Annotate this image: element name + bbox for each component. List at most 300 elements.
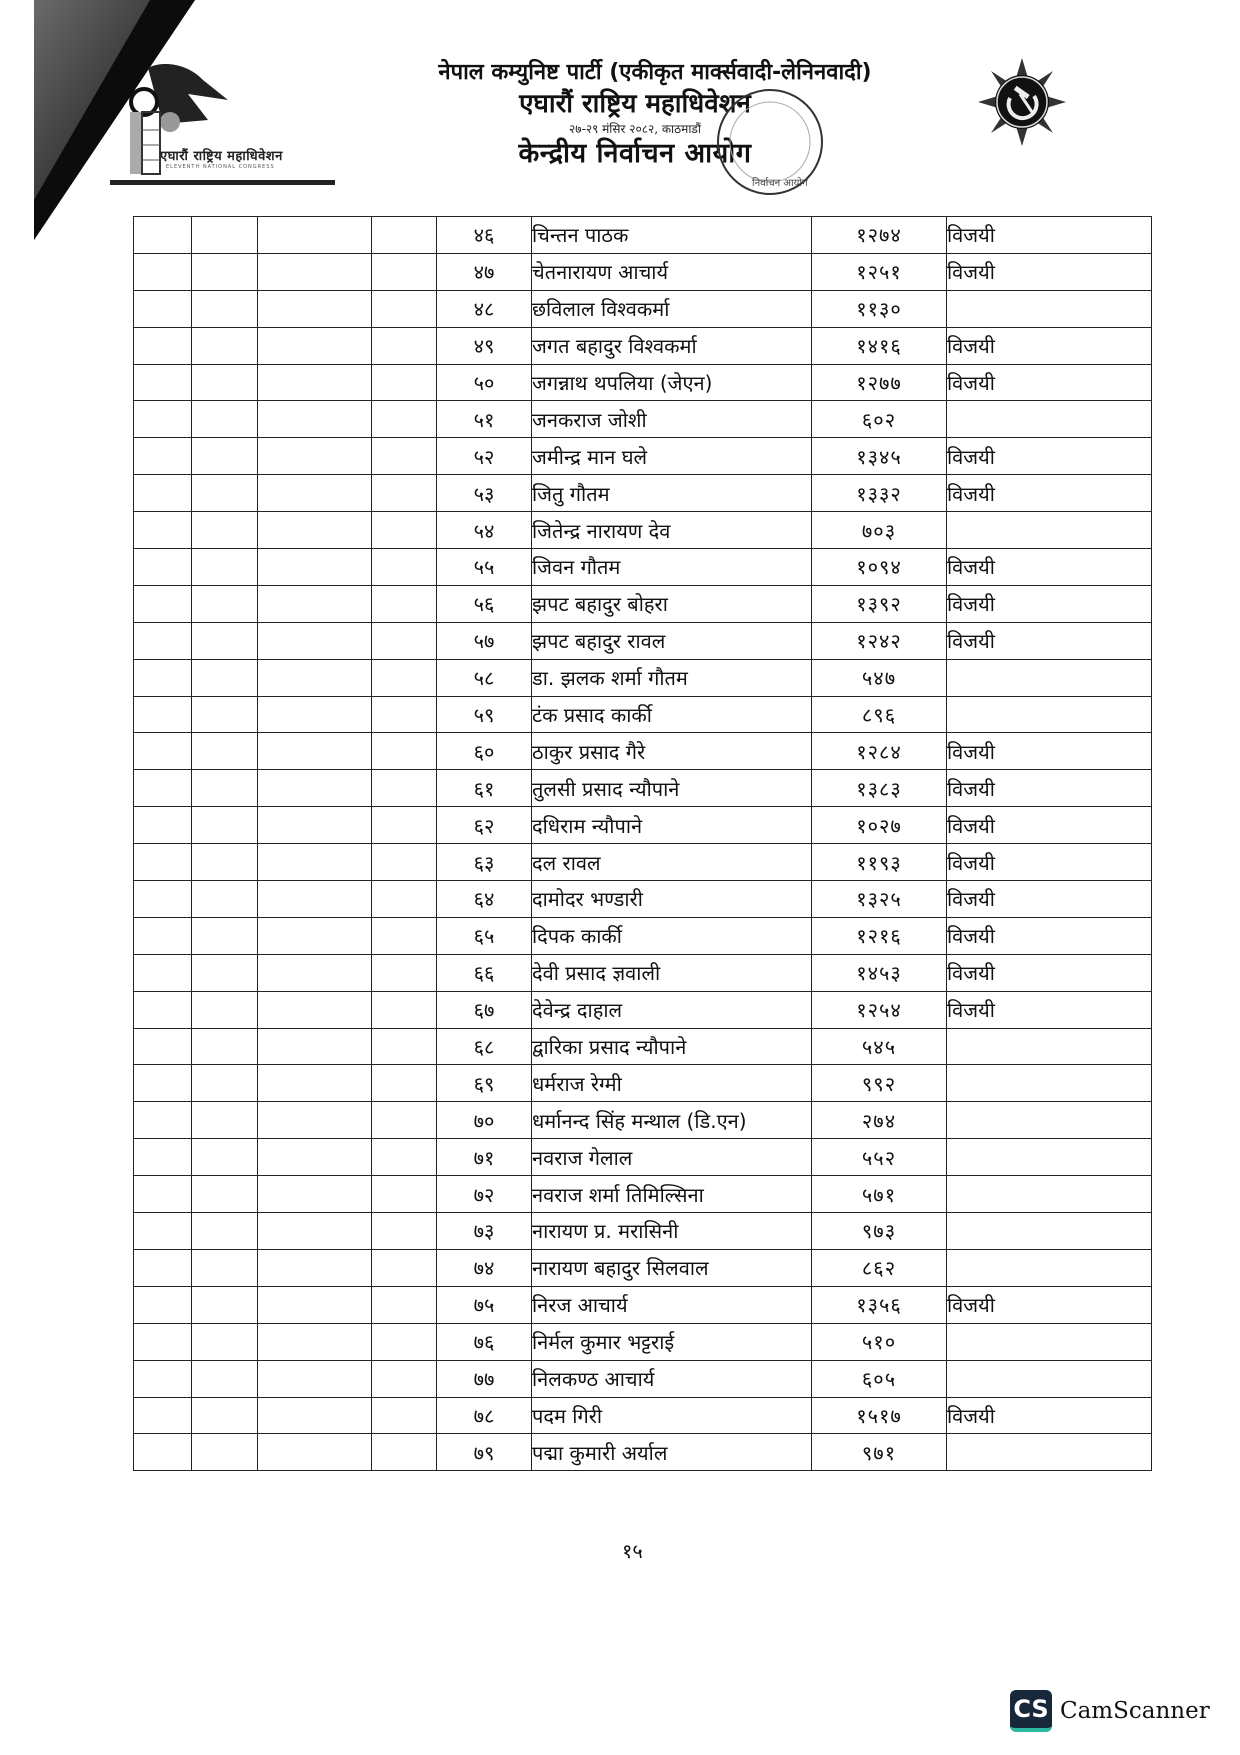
empty-cell <box>258 364 372 401</box>
table-row <box>134 770 1152 807</box>
result-status: विजयी <box>947 585 1152 622</box>
empty-cell <box>134 1286 192 1323</box>
table-row <box>134 807 1152 844</box>
table-row <box>134 327 1152 364</box>
candidate-name: देवी प्रसाद ज्ञवाली <box>532 954 812 991</box>
empty-cell <box>258 622 372 659</box>
empty-cell <box>258 696 372 733</box>
table-row <box>134 1176 1152 1213</box>
vote-count: १२५१ <box>812 253 947 290</box>
empty-cell <box>372 253 437 290</box>
result-status <box>947 1323 1152 1360</box>
empty-cell <box>372 401 437 438</box>
result-status <box>947 1102 1152 1139</box>
candidate-name: दिपक कार्की <box>532 917 812 954</box>
empty-cell <box>134 659 192 696</box>
result-status <box>947 1065 1152 1102</box>
vote-count: ५४७ <box>812 659 947 696</box>
table-row <box>134 696 1152 733</box>
empty-cell <box>258 1286 372 1323</box>
empty-cell <box>134 401 192 438</box>
empty-cell <box>372 1323 437 1360</box>
empty-cell <box>134 1139 192 1176</box>
congress-logo <box>108 60 338 188</box>
vote-count: १२७७ <box>812 364 947 401</box>
empty-cell <box>258 475 372 512</box>
serial-number: ५३ <box>437 475 532 512</box>
table-row <box>134 1286 1152 1323</box>
candidate-name: पद्मा कुमारी अर्याल <box>532 1434 812 1471</box>
table-row <box>134 1028 1152 1065</box>
table-row <box>134 881 1152 918</box>
serial-number: ६१ <box>437 770 532 807</box>
result-status <box>947 1213 1152 1250</box>
result-status: विजयी <box>947 1397 1152 1434</box>
result-status: विजयी <box>947 881 1152 918</box>
empty-cell <box>372 917 437 954</box>
empty-cell <box>372 438 437 475</box>
empty-cell <box>192 217 258 254</box>
serial-number: ६६ <box>437 954 532 991</box>
table-row <box>134 364 1152 401</box>
empty-cell <box>258 659 372 696</box>
candidate-name: जमीन्द्र मान घले <box>532 438 812 475</box>
empty-cell <box>134 549 192 586</box>
camscanner-text: CamScanner <box>1060 1698 1210 1724</box>
candidate-name: धर्मानन्द सिंह मन्थाल (डि.एन) <box>532 1102 812 1139</box>
serial-number: ६२ <box>437 807 532 844</box>
empty-cell <box>258 1028 372 1065</box>
empty-cell <box>372 622 437 659</box>
empty-cell <box>372 549 437 586</box>
vote-count: १४५३ <box>812 954 947 991</box>
vote-count: ९७३ <box>812 1213 947 1250</box>
result-status: विजयी <box>947 364 1152 401</box>
empty-cell <box>192 807 258 844</box>
empty-cell <box>372 844 437 881</box>
serial-number: ७५ <box>437 1286 532 1323</box>
empty-cell <box>372 1065 437 1102</box>
vote-count: ९७१ <box>812 1434 947 1471</box>
empty-cell <box>134 475 192 512</box>
result-status <box>947 1360 1152 1397</box>
vote-count: ८९६ <box>812 696 947 733</box>
commission-name: केन्द्रीय निर्वाचन आयोग <box>518 138 752 169</box>
empty-cell <box>192 364 258 401</box>
empty-cell <box>134 770 192 807</box>
empty-cell <box>258 401 372 438</box>
vote-count: १३९२ <box>812 585 947 622</box>
empty-cell <box>192 881 258 918</box>
serial-number: ७६ <box>437 1323 532 1360</box>
serial-number: ४९ <box>437 327 532 364</box>
empty-cell <box>134 1102 192 1139</box>
empty-cell <box>192 1213 258 1250</box>
serial-number: ६५ <box>437 917 532 954</box>
camscanner-logo-icon: CS <box>1010 1690 1052 1732</box>
empty-cell <box>372 1102 437 1139</box>
empty-cell <box>192 770 258 807</box>
empty-cell <box>134 917 192 954</box>
vote-count: १३८३ <box>812 770 947 807</box>
table-row <box>134 1102 1152 1139</box>
serial-number: ५१ <box>437 401 532 438</box>
vote-count: ७०३ <box>812 512 947 549</box>
empty-cell <box>134 1028 192 1065</box>
candidate-name: द्वारिका प्रसाद न्यौपाने <box>532 1028 812 1065</box>
empty-cell <box>258 991 372 1028</box>
serial-number: ७४ <box>437 1249 532 1286</box>
empty-cell <box>192 401 258 438</box>
empty-cell <box>192 1286 258 1323</box>
logo-sub-text: ELEVENTH NATIONAL CONGRESS <box>166 164 275 170</box>
empty-cell <box>134 1323 192 1360</box>
empty-cell <box>372 659 437 696</box>
empty-cell <box>192 696 258 733</box>
table-row <box>134 290 1152 327</box>
empty-cell <box>372 512 437 549</box>
candidate-name: दल रावल <box>532 844 812 881</box>
vote-count: ६०२ <box>812 401 947 438</box>
empty-cell <box>258 844 372 881</box>
empty-cell <box>134 1176 192 1213</box>
empty-cell <box>192 1102 258 1139</box>
empty-cell <box>372 733 437 770</box>
result-status <box>947 1434 1152 1471</box>
empty-cell <box>258 1065 372 1102</box>
result-status: विजयी <box>947 622 1152 659</box>
empty-cell <box>192 991 258 1028</box>
empty-cell <box>258 253 372 290</box>
empty-cell <box>258 1323 372 1360</box>
table-row <box>134 844 1152 881</box>
serial-number: ७८ <box>437 1397 532 1434</box>
vote-count: १०९४ <box>812 549 947 586</box>
empty-cell <box>258 1360 372 1397</box>
result-status: विजयी <box>947 217 1152 254</box>
candidate-name: धर्मराज रेग्मी <box>532 1065 812 1102</box>
serial-number: ७० <box>437 1102 532 1139</box>
result-status: विजयी <box>947 253 1152 290</box>
result-status: विजयी <box>947 475 1152 512</box>
serial-number: ५४ <box>437 512 532 549</box>
result-status <box>947 1028 1152 1065</box>
empty-cell <box>258 733 372 770</box>
empty-cell <box>134 622 192 659</box>
result-status: विजयी <box>947 917 1152 954</box>
empty-cell <box>192 954 258 991</box>
empty-cell <box>372 475 437 512</box>
table-row <box>134 917 1152 954</box>
table-row <box>134 549 1152 586</box>
result-status <box>947 1139 1152 1176</box>
stamp-text: निर्वाचन आयोग <box>752 178 808 189</box>
empty-cell <box>134 438 192 475</box>
vote-count: १३५६ <box>812 1286 947 1323</box>
result-status: विजयी <box>947 438 1152 475</box>
empty-cell <box>258 1176 372 1213</box>
serial-number: ५७ <box>437 622 532 659</box>
serial-number: ६० <box>437 733 532 770</box>
candidate-name: निरज आचार्य <box>532 1286 812 1323</box>
empty-cell <box>192 1139 258 1176</box>
empty-cell <box>258 327 372 364</box>
date-place: २७-२९ मंसिर २०८२, काठमाडौं <box>569 122 701 136</box>
table-row <box>134 1397 1152 1434</box>
empty-cell <box>258 438 372 475</box>
vote-count: १०२७ <box>812 807 947 844</box>
empty-cell <box>134 364 192 401</box>
empty-cell <box>192 659 258 696</box>
result-status <box>947 659 1152 696</box>
empty-cell <box>134 1360 192 1397</box>
candidate-name: जिवन गौतम <box>532 549 812 586</box>
result-status: विजयी <box>947 770 1152 807</box>
vote-count: ११९३ <box>812 844 947 881</box>
serial-number: ५६ <box>437 585 532 622</box>
result-status: विजयी <box>947 1286 1152 1323</box>
candidate-name: देवेन्द्र दाहाल <box>532 991 812 1028</box>
serial-number: ७१ <box>437 1139 532 1176</box>
result-status: विजयी <box>947 327 1152 364</box>
empty-cell <box>134 881 192 918</box>
candidate-name: जगन्नाथ थपलिया (जेएन) <box>532 364 812 401</box>
vote-count: १३४५ <box>812 438 947 475</box>
result-status: विजयी <box>947 549 1152 586</box>
empty-cell <box>258 512 372 549</box>
empty-cell <box>372 1249 437 1286</box>
table-row <box>134 438 1152 475</box>
empty-cell <box>134 1065 192 1102</box>
empty-cell <box>372 1176 437 1213</box>
empty-cell <box>192 622 258 659</box>
empty-cell <box>134 844 192 881</box>
empty-cell <box>134 253 192 290</box>
empty-cell <box>134 217 192 254</box>
empty-cell <box>372 1139 437 1176</box>
result-status: विजयी <box>947 807 1152 844</box>
serial-number: ५९ <box>437 696 532 733</box>
result-status: विजयी <box>947 991 1152 1028</box>
empty-cell <box>372 1286 437 1323</box>
result-status <box>947 1176 1152 1213</box>
vote-count: ५४५ <box>812 1028 947 1065</box>
document-header <box>340 58 930 170</box>
serial-number: ७३ <box>437 1213 532 1250</box>
empty-cell <box>134 991 192 1028</box>
candidate-name: निलकण्ठ आचार्य <box>532 1360 812 1397</box>
vote-count: ८६२ <box>812 1249 947 1286</box>
empty-cell <box>258 807 372 844</box>
table-row <box>134 1323 1152 1360</box>
empty-cell <box>372 290 437 327</box>
empty-cell <box>134 954 192 991</box>
table-row <box>134 1249 1152 1286</box>
candidate-name: पदम गिरी <box>532 1397 812 1434</box>
vote-count: ९९२ <box>812 1065 947 1102</box>
empty-cell <box>372 1434 437 1471</box>
empty-cell <box>134 585 192 622</box>
official-stamp <box>700 80 830 210</box>
candidate-name: जितेन्द्र नारायण देव <box>532 512 812 549</box>
table-row <box>134 733 1152 770</box>
empty-cell <box>258 1434 372 1471</box>
page-number: १५ <box>622 1539 643 1563</box>
empty-cell <box>134 696 192 733</box>
candidate-name: दधिराम न्यौपाने <box>532 807 812 844</box>
empty-cell <box>134 1213 192 1250</box>
candidate-name: नारायण प्र. मरासिनी <box>532 1213 812 1250</box>
empty-cell <box>372 954 437 991</box>
empty-cell <box>372 1213 437 1250</box>
candidate-name: टंक प्रसाद कार्की <box>532 696 812 733</box>
empty-cell <box>372 881 437 918</box>
empty-cell <box>134 1434 192 1471</box>
empty-cell <box>258 917 372 954</box>
empty-cell <box>192 253 258 290</box>
table-row <box>134 1434 1152 1471</box>
candidate-name: नवराज शर्मा तिमिल्सिना <box>532 1176 812 1213</box>
vote-count: १२५४ <box>812 991 947 1028</box>
result-status <box>947 401 1152 438</box>
serial-number: ६८ <box>437 1028 532 1065</box>
result-status: विजयी <box>947 844 1152 881</box>
logo-banner-text: एघारौं राष्ट्रिय महाधिवेशन <box>160 149 283 164</box>
empty-cell <box>192 1176 258 1213</box>
empty-cell <box>372 1397 437 1434</box>
empty-cell <box>192 1028 258 1065</box>
vote-count: ११३० <box>812 290 947 327</box>
serial-number: ५२ <box>437 438 532 475</box>
results-table <box>133 216 1152 1471</box>
empty-cell <box>258 217 372 254</box>
vote-count: १३३२ <box>812 475 947 512</box>
empty-cell <box>372 1028 437 1065</box>
empty-cell <box>372 807 437 844</box>
empty-cell <box>134 807 192 844</box>
table-row <box>134 1213 1152 1250</box>
vote-count: १५१७ <box>812 1397 947 1434</box>
empty-cell <box>258 1397 372 1434</box>
candidate-name: डा. झलक शर्मा गौतम <box>532 659 812 696</box>
serial-number: ७७ <box>437 1360 532 1397</box>
vote-count: ५१० <box>812 1323 947 1360</box>
result-status <box>947 696 1152 733</box>
candidate-name: नवराज गेलाल <box>532 1139 812 1176</box>
vote-count: २७४ <box>812 1102 947 1139</box>
empty-cell <box>134 733 192 770</box>
empty-cell <box>134 327 192 364</box>
table-row <box>134 954 1152 991</box>
table-row <box>134 1360 1152 1397</box>
empty-cell <box>372 364 437 401</box>
candidate-name: दामोदर भण्डारी <box>532 881 812 918</box>
table-row <box>134 1139 1152 1176</box>
empty-cell <box>192 585 258 622</box>
empty-cell <box>258 549 372 586</box>
table-row <box>134 217 1152 254</box>
result-status <box>947 1249 1152 1286</box>
empty-cell <box>192 475 258 512</box>
empty-cell <box>192 1065 258 1102</box>
empty-cell <box>372 1360 437 1397</box>
serial-number: ६७ <box>437 991 532 1028</box>
empty-cell <box>258 770 372 807</box>
candidate-name: छविलाल विश्वकर्मा <box>532 290 812 327</box>
candidate-name: तुलसी प्रसाद न्यौपाने <box>532 770 812 807</box>
empty-cell <box>134 290 192 327</box>
vote-count: ५७१ <box>812 1176 947 1213</box>
candidate-name: जितु गौतम <box>532 475 812 512</box>
candidate-name: झपट बहादुर बोहरा <box>532 585 812 622</box>
empty-cell <box>372 696 437 733</box>
camscanner-watermark <box>1010 1690 1210 1732</box>
empty-cell <box>258 585 372 622</box>
empty-cell <box>258 1139 372 1176</box>
candidate-name: ठाकुर प्रसाद गैरे <box>532 733 812 770</box>
serial-number: ६३ <box>437 844 532 881</box>
table-row <box>134 401 1152 438</box>
vote-count: १३२५ <box>812 881 947 918</box>
hammer-sickle-emblem <box>978 58 1066 146</box>
empty-cell <box>192 917 258 954</box>
empty-cell <box>192 512 258 549</box>
candidate-name: चिन्तन पाठक <box>532 217 812 254</box>
serial-number: ४७ <box>437 253 532 290</box>
serial-number: ४६ <box>437 217 532 254</box>
empty-cell <box>192 844 258 881</box>
candidate-name: निर्मल कुमार भट्टराई <box>532 1323 812 1360</box>
vote-count: ६०५ <box>812 1360 947 1397</box>
table-row <box>134 991 1152 1028</box>
table-row <box>134 512 1152 549</box>
empty-cell <box>372 585 437 622</box>
vote-count: १२१६ <box>812 917 947 954</box>
table-row <box>134 253 1152 290</box>
serial-number: ७९ <box>437 1434 532 1471</box>
empty-cell <box>192 1323 258 1360</box>
empty-cell <box>134 1249 192 1286</box>
empty-cell <box>372 770 437 807</box>
empty-cell <box>192 438 258 475</box>
empty-cell <box>372 327 437 364</box>
table-row <box>134 585 1152 622</box>
empty-cell <box>192 549 258 586</box>
party-name: नेपाल कम्युनिष्ट पार्टी (एकीकृत मार्क्सवादी-लेनिनवादी) <box>438 60 872 85</box>
empty-cell <box>258 1102 372 1139</box>
result-status: विजयी <box>947 954 1152 991</box>
result-status <box>947 290 1152 327</box>
vote-count: १२७४ <box>812 217 947 254</box>
vote-count: ५५२ <box>812 1139 947 1176</box>
table-row <box>134 659 1152 696</box>
result-status: विजयी <box>947 733 1152 770</box>
table-row <box>134 622 1152 659</box>
candidate-name: जगत बहादुर विश्वकर्मा <box>532 327 812 364</box>
candidate-name: चेतनारायण आचार्य <box>532 253 812 290</box>
serial-number: ६९ <box>437 1065 532 1102</box>
result-status <box>947 512 1152 549</box>
event-title: एघारौं राष्ट्रिय महाधिवेशन <box>519 89 751 119</box>
candidate-name: जनकराज जोशी <box>532 401 812 438</box>
vote-count: १४१६ <box>812 327 947 364</box>
empty-cell <box>258 1213 372 1250</box>
empty-cell <box>134 512 192 549</box>
empty-cell <box>192 1360 258 1397</box>
serial-number: ७२ <box>437 1176 532 1213</box>
vote-count: १२४२ <box>812 622 947 659</box>
empty-cell <box>258 1249 372 1286</box>
